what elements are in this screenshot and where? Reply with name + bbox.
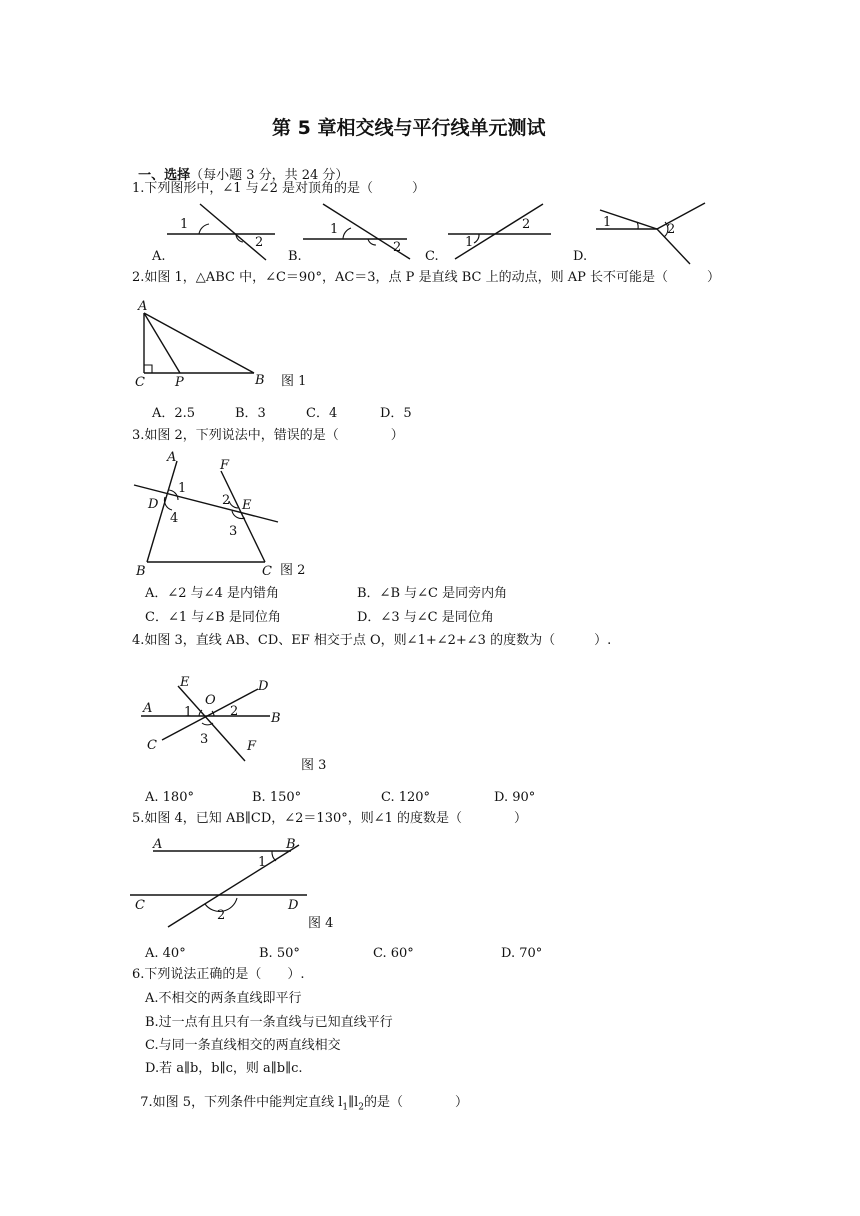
fig3-angle-3: 3 (200, 732, 209, 747)
fig3-point-e: E (180, 675, 190, 690)
q2-option-c: C．4 (306, 406, 338, 421)
fig2-angle-3: 3 (229, 524, 238, 539)
fig2-point-e: E (242, 498, 252, 513)
fig4-point-d: D (288, 898, 299, 913)
q1-option-b: B. (288, 249, 302, 264)
q5-option-a: A. 40° (145, 946, 186, 961)
figure-4-caption: 图 4 (308, 916, 334, 931)
fig3-point-b: B (271, 711, 281, 726)
fig2-point-a: A (167, 450, 177, 465)
q5-option-d: D. 70° (501, 946, 543, 961)
q4-option-a: A. 180° (145, 790, 194, 805)
fig4-angle-1: 1 (258, 855, 267, 870)
fig2-angle-4: 4 (170, 511, 179, 526)
section-label: 一、选择 (138, 168, 191, 183)
q1-b-angle-1: 1 (330, 222, 339, 237)
fig2-point-b: B (136, 564, 146, 579)
q3-option-c: C．∠1 与∠B 是同位角 (145, 610, 281, 625)
fig4-point-a: A (153, 837, 163, 852)
question-2-stem: 2.如图 1，△ABC 中，∠C＝90°，AC＝3，点 P 是直线 BC 上的动点，则 AP 长不可能是（ ） (132, 270, 720, 285)
q7-subscript-2: 2 (358, 1102, 365, 1113)
q7-stem-mid: ∥l (348, 1095, 359, 1110)
fig2-point-c: C (262, 564, 272, 579)
q1-option-c: C. (425, 249, 439, 264)
q1-d-angle-2: 2 (667, 222, 676, 237)
q4-option-d: D. 90° (494, 790, 536, 805)
fig1-point-c: C (135, 375, 145, 390)
q2-option-a: A．2.5 (152, 406, 196, 421)
fig3-angle-1: 1 (184, 705, 193, 720)
q3-option-d: D．∠3 与∠C 是同位角 (357, 610, 494, 625)
section-note: （每小题 3 分，共 24 分） (190, 168, 349, 183)
fig2-angle-2: 2 (222, 493, 231, 508)
fig1-point-p: P (175, 375, 184, 390)
fig1-point-b: B (255, 373, 265, 388)
fig2-point-f: F (220, 458, 230, 473)
fig3-angle-2: 2 (230, 704, 239, 719)
figure-2-caption: 图 2 (280, 563, 306, 578)
fig3-point-d: D (258, 679, 269, 694)
q1-c-angle-1: 1 (465, 235, 474, 250)
question-6-stem: 6.下列说法正确的是（ ）. (132, 967, 305, 982)
q6-option-d: D.若 a∥b，b∥c，则 a∥b∥c. (145, 1061, 303, 1076)
q1-a-angle-2: 2 (255, 235, 264, 250)
fig2-angle-1: 1 (178, 481, 187, 496)
q5-option-b: B. 50° (259, 946, 300, 961)
q7-stem-post: 的是（ ） (364, 1095, 469, 1110)
fig4-point-b: B (286, 837, 296, 852)
q1-option-a: A. (152, 249, 166, 264)
fig3-point-c: C (147, 738, 157, 753)
q3-option-a: A．∠2 与∠4 是内错角 (145, 586, 279, 601)
question-7-stem (132, 1083, 468, 1113)
fig4-angle-2: 2 (217, 908, 226, 923)
figure-3-caption: 图 3 (301, 758, 327, 773)
fig3-point-a: A (143, 701, 153, 716)
q1-b-angle-2: 2 (393, 240, 402, 255)
q1-option-d: D. (573, 249, 588, 264)
page-title: 第 5 章相交线与平行线单元测试 (272, 117, 546, 139)
question-3-stem: 3.如图 2，下列说法中，错误的是（ ） (132, 428, 404, 443)
q1-d-angle-1: 1 (603, 215, 612, 230)
q6-option-a: A.不相交的两条直线即平行 (145, 991, 302, 1006)
question-1-stem: 1.下列图形中，∠1 与∠2 是对顶角的是（ ） (132, 181, 425, 196)
q5-option-c: C. 60° (373, 946, 414, 961)
question-4-stem: 4.如图 3，直线 AB、CD、EF 相交于点 O，则∠1+∠2+∠3 的度数为（ ）. (132, 633, 612, 648)
fig2-point-d: D (148, 497, 159, 512)
question-5-stem: 5.如图 4，已知 AB∥CD，∠2＝130°，则∠1 的度数是（ ） (132, 811, 528, 826)
q3-option-b: B．∠B 与∠C 是同旁内角 (357, 586, 508, 601)
q1-c-angle-2: 2 (522, 217, 531, 232)
q4-option-c: C. 120° (381, 790, 431, 805)
q6-option-c: C.与同一条直线相交的两直线相交 (145, 1038, 341, 1053)
fig4-point-c: C (135, 898, 145, 913)
q4-option-b: B. 150° (252, 790, 302, 805)
q7-stem-pre: 7.如图 5，下列条件中能判定直线 l (140, 1095, 343, 1110)
fig1-point-a: A (138, 299, 148, 314)
q2-option-d: D．5 (380, 406, 412, 421)
fig3-point-o: O (205, 693, 216, 708)
q2-option-b: B．3 (235, 406, 266, 421)
fig3-point-f: F (247, 739, 257, 754)
q1-a-angle-1: 1 (180, 217, 189, 232)
figure-1-caption: 图 1 (281, 374, 307, 389)
q6-option-b: B.过一点有且只有一条直线与已知直线平行 (145, 1015, 393, 1030)
q7-subscript-1: 1 (342, 1102, 349, 1113)
